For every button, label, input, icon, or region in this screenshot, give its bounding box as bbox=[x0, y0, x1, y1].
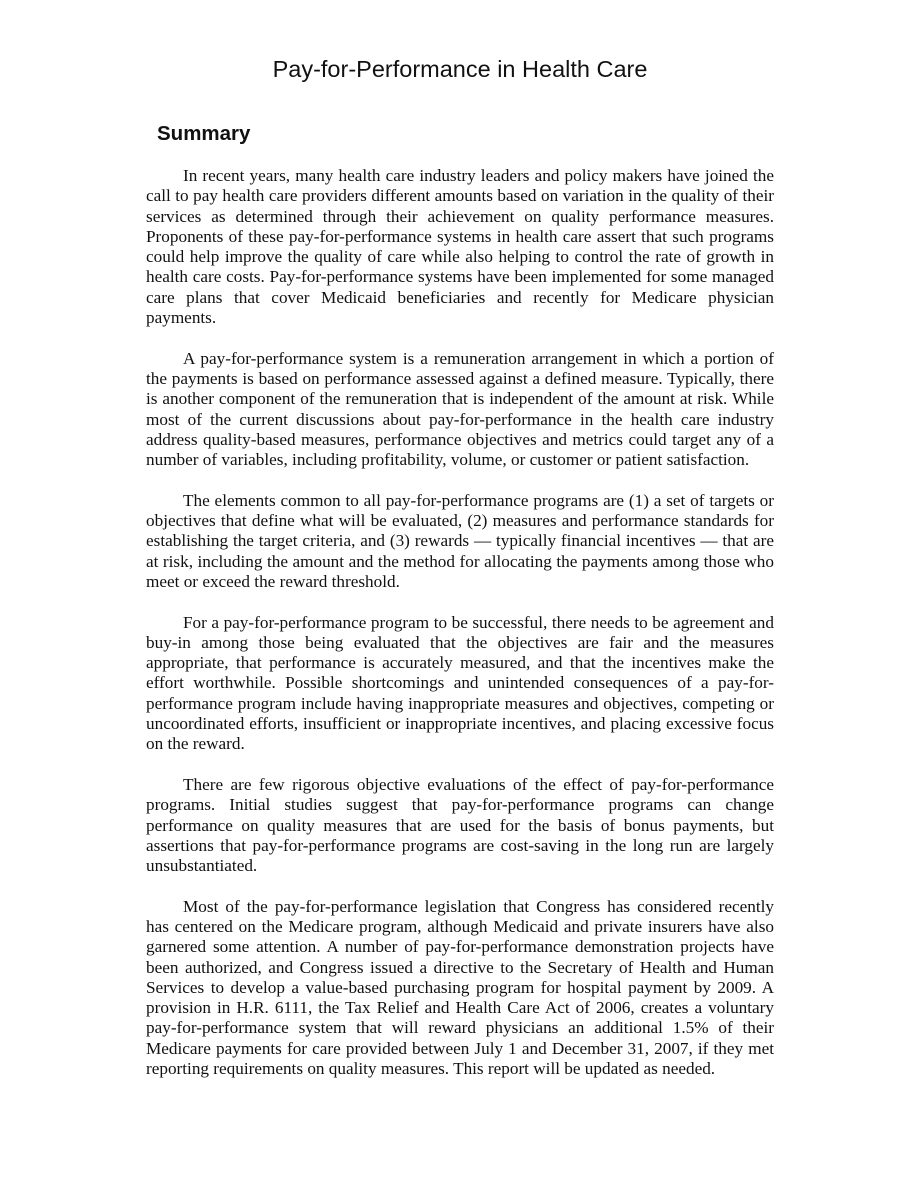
summary-body bbox=[146, 166, 774, 1100]
summary-paragraph-2: A pay-for-performance system is a remuneration arrangement in which a portion of the payments is based on performance assessed against a defined measure. Typically, there is another component of the remuneration that is independent of the amount at risk. While most of the current discussions about pay-for-performance in the health care industry address quality-based measures, performance objectives and metrics could target any of a number of variables, including profitability, volume, or customer or patient satisfaction. bbox=[146, 348, 774, 470]
summary-paragraph-6: Most of the pay-for-performance legislation that Congress has considered recently has centered on the Medicare program, although Medicaid and private insurers have also garnered some attention. A number of pay-for-performance demonstration projects have been authorized, and Congress issued a directive to the Secretary of Health and Human Services to develop a value-based purchasing program for hospital payment by 2009. A provision in H.R. 6111, the Tax Relief and Health Care Act of 2006, creates a voluntary pay-for-performance system that will reward physicians an additional 1.5% of their Medicare payments for care provided between July 1 and December 31, 2007, if they met reporting requirements on quality measures. This report will be updated as needed. bbox=[146, 896, 774, 1079]
document-title: Pay-for-Performance in Health Care bbox=[272, 56, 648, 82]
summary-paragraph-3: The elements common to all pay-for-performance programs are (1) a set of targets or objectives that define what will be evaluated, (2) measures and performance standards for establishing the target criteria, and (3) rewards — typically financial incentives — that are at risk, including the amount and the method for allocating the payments among those who meet or exceed the reward threshold. bbox=[146, 490, 774, 591]
summary-paragraph-4: For a pay-for-performance program to be successful, there needs to be agreement and buy-in among those being evaluated that the objectives are fair and the measures appropriate, that performance is accurately measured, and that the incentives make the effort worthwhile. Possible shortcomings and unintended consequences of a pay-for-performance program include having inappropriate measures and objectives, competing or uncoordinated efforts, insufficient or inappropriate incentives, and placing excessive focus on the reward. bbox=[146, 612, 774, 754]
summary-paragraph-5: There are few rigorous objective evaluations of the effect of pay-for-performance programs. Initial studies suggest that pay-for-performance programs can change performance on quality measures that are used for the basis of bonus payments, but assertions that pay-for-performance programs are cost-saving in the long run are largely unsubstantiated. bbox=[146, 774, 774, 876]
summary-paragraph-1: In recent years, many health care industry leaders and policy makers have joined the call to pay health care providers different amounts based on variation in the quality of their services as determined through their achievement on quality performance measures. Proponents of these pay-for-performance systems in health care assert that such programs could help improve the quality of care while also helping to control the rate of growth in health care costs. Pay-for-performance systems have been implemented for some managed care plans that cover Medicaid beneficiaries and recently for Medicare physician payments. bbox=[146, 166, 774, 328]
section-heading-summary: Summary bbox=[157, 122, 251, 145]
